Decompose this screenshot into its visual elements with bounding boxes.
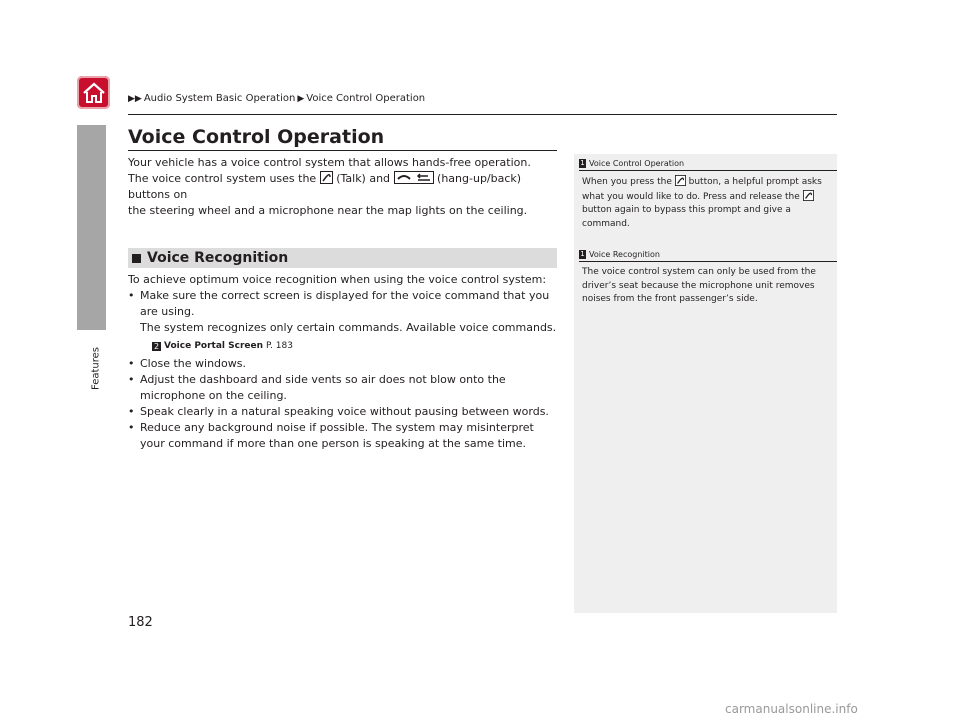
home-icon [82,82,106,104]
bullet-text: Close the windows. [140,357,246,370]
note-voice-recognition [574,247,837,307]
hang-up-back-button-icon [394,171,434,184]
section-square-icon [132,254,141,263]
intro-line: Your vehicle has a voice control system that allows hands-free operation. [128,156,531,169]
talk-button-icon [675,175,686,186]
bullet-text: Speak clearly in a natural speaking voice without pausing between words. [140,405,549,418]
intro-line: the steering wheel and a microphone near the map lights on the ceiling. [128,204,528,217]
bullet-text: Adjust the dashboard and side vents so air does not blow onto the microphone on the ceiling. [140,373,506,402]
list-item [128,288,560,356]
intro-line [128,171,560,203]
side-tab-label: Features [90,347,102,390]
note-title: Voice Recognition [589,249,660,259]
title-divider [128,150,557,151]
note-text-part: button again to bypass this prompt and give a command. [582,205,791,229]
bullet-text: Make sure the correct screen is displayed for the voice command that you are using. [140,289,550,318]
watermark: carmanualsonline.info [725,702,858,716]
note-header [574,156,837,170]
bullet-icon: • [128,289,135,302]
home-button[interactable] [77,76,110,109]
cross-reference-link[interactable] [152,338,560,354]
reference-arrow-icon: 2 [153,341,160,351]
section-header [128,248,557,268]
breadcrumb-arrow-icon: ▶ [297,93,305,104]
page-number: 182 [128,615,153,630]
note-title: Voice Control Operation [589,158,685,168]
side-tab [77,125,106,330]
talk-button-icon [320,171,333,184]
bullet-text: The system recognizes only certain commands. Available voice commands. [140,321,557,334]
intro-text: (Talk) and [336,172,391,185]
note-marker-icon: 1 [580,249,585,258]
page-title: Voice Control Operation [128,126,385,148]
note-voice-control [574,156,837,231]
list-item [128,404,560,420]
note-text [574,171,837,231]
bullet-icon: • [128,421,135,434]
note-text-part: When you press the [582,177,672,187]
talk-button-icon [803,190,814,201]
breadcrumb-item[interactable]: Voice Control Operation [306,93,426,104]
intro-text: The voice control system uses the [128,172,317,185]
notes-panel [574,154,837,613]
note-marker-icon: 1 [580,158,585,167]
header-divider [128,114,837,115]
list-item [128,372,560,404]
section-title: Voice Recognition [147,250,289,266]
note-text: The voice control system can only be used from the driver’s seat because the microphone unit removes noises from the front passenger’s side. [582,267,816,304]
note-text-part: button, a helpful prompt asks what you would like to do. Press and release the [582,177,822,202]
list-item [128,356,560,372]
reference-page: P. 183 [266,341,293,351]
bullet-icon: • [128,405,135,418]
bullet-text: Reduce any background noise if possible. The system may misinterpret your command if more than one person is speaking at the same time. [140,421,534,450]
intro-paragraph [128,155,560,219]
body-intro: To achieve optimum voice recognition when using the voice control system: [128,273,547,286]
breadcrumb-arrow-icon: ▶▶ [128,93,142,104]
bullet-icon: • [128,357,135,370]
bullet-icon: • [128,373,135,386]
breadcrumb [128,93,425,104]
note-header [574,247,837,261]
list-item [128,420,560,452]
section-body [128,272,560,452]
reference-title: Voice Portal Screen [164,341,263,351]
breadcrumb-item[interactable]: Audio System Basic Operation [143,93,296,104]
intro-text: (hang-up/back) buttons on [128,172,522,201]
